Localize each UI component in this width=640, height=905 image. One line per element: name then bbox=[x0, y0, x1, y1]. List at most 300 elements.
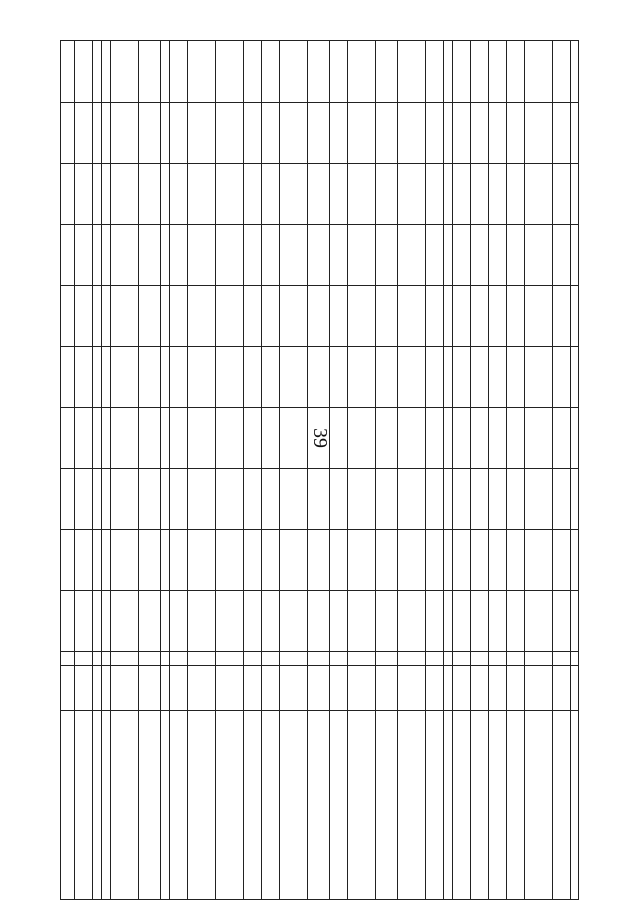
row-value-cell bbox=[453, 41, 470, 102]
row-value-cell bbox=[330, 407, 347, 468]
row-value-cell bbox=[244, 590, 261, 651]
table-row bbox=[524, 40, 552, 900]
row-kind-cell bbox=[216, 651, 243, 665]
row-value-cell bbox=[398, 285, 425, 346]
row-value-cell bbox=[139, 41, 160, 102]
row-value-cell bbox=[471, 163, 488, 224]
table-row bbox=[470, 40, 488, 900]
row-name-cell bbox=[262, 710, 279, 899]
row-name-cell bbox=[93, 710, 101, 899]
row-name-cell bbox=[161, 710, 169, 899]
row-value-cell bbox=[170, 468, 187, 529]
row-value-cell bbox=[161, 346, 169, 407]
row-kind-cell bbox=[139, 651, 160, 665]
row-value-cell bbox=[102, 529, 110, 590]
row-value-cell bbox=[507, 102, 524, 163]
row-value-cell bbox=[308, 529, 329, 590]
row-value-cell bbox=[453, 407, 470, 468]
row-value-cell bbox=[262, 407, 279, 468]
row-value-cell bbox=[170, 529, 187, 590]
row-value-cell bbox=[398, 468, 425, 529]
row-value-cell bbox=[525, 41, 552, 102]
row-value-cell bbox=[102, 102, 110, 163]
row-value-cell bbox=[280, 163, 307, 224]
row-name-cell bbox=[139, 710, 160, 899]
row-value-cell bbox=[262, 163, 279, 224]
row-name-cell bbox=[111, 710, 138, 899]
row-code-cell bbox=[216, 665, 243, 710]
row-value-cell bbox=[170, 102, 187, 163]
row-value-cell bbox=[308, 590, 329, 651]
row-value-cell bbox=[139, 590, 160, 651]
row-value-cell bbox=[489, 346, 506, 407]
row-value-cell bbox=[61, 529, 74, 590]
row-value-cell bbox=[426, 407, 443, 468]
row-value-cell bbox=[139, 102, 160, 163]
row-value-cell bbox=[553, 285, 570, 346]
row-value-cell bbox=[188, 468, 215, 529]
row-value-cell bbox=[139, 224, 160, 285]
row-value-cell bbox=[471, 468, 488, 529]
table-row bbox=[552, 40, 570, 900]
row-code-cell bbox=[453, 665, 470, 710]
row-value-cell bbox=[161, 224, 169, 285]
row-code-cell bbox=[571, 665, 578, 710]
row-kind-cell bbox=[188, 651, 215, 665]
row-value-cell bbox=[308, 102, 329, 163]
row-value-cell bbox=[102, 41, 110, 102]
row-value-cell bbox=[75, 590, 92, 651]
row-value-cell bbox=[262, 468, 279, 529]
table-row bbox=[307, 40, 329, 900]
row-value-cell bbox=[111, 468, 138, 529]
row-value-cell bbox=[507, 468, 524, 529]
row-value-cell bbox=[376, 285, 397, 346]
row-value-cell bbox=[489, 407, 506, 468]
row-value-cell bbox=[93, 590, 101, 651]
row-value-cell bbox=[471, 590, 488, 651]
row-code-cell bbox=[426, 665, 443, 710]
row-value-cell bbox=[330, 468, 347, 529]
row-value-cell bbox=[111, 590, 138, 651]
row-value-cell bbox=[170, 590, 187, 651]
row-value-cell bbox=[75, 407, 92, 468]
row-value-cell bbox=[244, 224, 261, 285]
row-value-cell bbox=[571, 468, 578, 529]
row-value-cell bbox=[553, 346, 570, 407]
row-value-cell bbox=[61, 41, 74, 102]
row-value-cell bbox=[280, 102, 307, 163]
row-value-cell bbox=[262, 224, 279, 285]
row-value-cell bbox=[61, 590, 74, 651]
row-value-cell bbox=[426, 346, 443, 407]
row-value-cell bbox=[308, 224, 329, 285]
row-value-cell bbox=[398, 346, 425, 407]
table-row bbox=[375, 40, 397, 900]
table-row bbox=[110, 40, 138, 900]
table-row bbox=[243, 40, 261, 900]
row-kind-cell bbox=[571, 651, 578, 665]
row-value-cell bbox=[525, 163, 552, 224]
row-value-cell bbox=[553, 163, 570, 224]
row-value-cell bbox=[262, 346, 279, 407]
table-row bbox=[329, 40, 347, 900]
row-value-cell bbox=[93, 285, 101, 346]
table-row bbox=[452, 40, 470, 900]
row-value-cell bbox=[102, 285, 110, 346]
row-name-cell bbox=[280, 710, 307, 899]
row-value-cell bbox=[489, 285, 506, 346]
row-value-cell bbox=[376, 102, 397, 163]
row-name-cell bbox=[525, 710, 552, 899]
row-value-cell bbox=[188, 102, 215, 163]
row-value-cell bbox=[170, 224, 187, 285]
table-row bbox=[506, 40, 524, 900]
row-value-cell bbox=[330, 102, 347, 163]
row-value-cell bbox=[489, 224, 506, 285]
row-value-cell bbox=[308, 468, 329, 529]
row-code-cell bbox=[489, 665, 506, 710]
row-name-cell bbox=[553, 710, 570, 899]
row-value-cell bbox=[280, 468, 307, 529]
row-value-cell bbox=[525, 346, 552, 407]
row-value-cell bbox=[93, 407, 101, 468]
row-value-cell bbox=[111, 41, 138, 102]
row-value-cell bbox=[471, 285, 488, 346]
row-value-cell bbox=[280, 590, 307, 651]
row-value-cell bbox=[244, 407, 261, 468]
row-name-cell bbox=[330, 710, 347, 899]
row-value-cell bbox=[489, 41, 506, 102]
row-kind-cell bbox=[525, 651, 552, 665]
row-value-cell bbox=[330, 346, 347, 407]
row-value-cell bbox=[111, 407, 138, 468]
row-value-cell bbox=[507, 407, 524, 468]
row-value-cell bbox=[426, 41, 443, 102]
row-value-cell bbox=[262, 529, 279, 590]
row-value-cell bbox=[61, 102, 74, 163]
row-value-cell bbox=[507, 346, 524, 407]
row-value-cell bbox=[376, 346, 397, 407]
row-value-cell bbox=[61, 407, 74, 468]
row-value-cell bbox=[161, 163, 169, 224]
table-row bbox=[60, 40, 74, 900]
row-value-cell bbox=[525, 102, 552, 163]
row-value-cell bbox=[453, 468, 470, 529]
row-name-cell bbox=[61, 710, 74, 899]
row-value-cell bbox=[93, 163, 101, 224]
row-kind-cell bbox=[507, 651, 524, 665]
row-code-cell bbox=[471, 665, 488, 710]
row-value-cell bbox=[525, 285, 552, 346]
row-value-cell bbox=[75, 468, 92, 529]
row-value-cell bbox=[426, 529, 443, 590]
row-value-cell bbox=[525, 590, 552, 651]
row-value-cell bbox=[553, 529, 570, 590]
row-code-cell bbox=[308, 665, 329, 710]
row-value-cell bbox=[188, 224, 215, 285]
row-value-cell bbox=[426, 285, 443, 346]
row-name-cell bbox=[398, 710, 425, 899]
row-value-cell bbox=[216, 163, 243, 224]
row-code-cell bbox=[553, 665, 570, 710]
row-value-cell bbox=[188, 590, 215, 651]
row-value-cell bbox=[525, 224, 552, 285]
table-row bbox=[425, 40, 443, 900]
row-value-cell bbox=[308, 407, 329, 468]
row-value-cell bbox=[376, 224, 397, 285]
row-name-cell bbox=[376, 710, 397, 899]
row-code-cell bbox=[330, 665, 347, 710]
row-value-cell bbox=[553, 41, 570, 102]
row-value-cell bbox=[444, 102, 452, 163]
row-value-cell bbox=[93, 102, 101, 163]
row-kind-cell bbox=[262, 651, 279, 665]
row-value-cell bbox=[280, 285, 307, 346]
table-row bbox=[570, 40, 579, 900]
row-value-cell bbox=[102, 590, 110, 651]
row-value-cell bbox=[525, 407, 552, 468]
row-value-cell bbox=[139, 163, 160, 224]
row-code-cell bbox=[444, 665, 452, 710]
row-code-cell bbox=[280, 665, 307, 710]
row-value-cell bbox=[216, 529, 243, 590]
row-value-cell bbox=[507, 163, 524, 224]
row-code-cell bbox=[61, 665, 74, 710]
row-code-cell bbox=[188, 665, 215, 710]
row-kind-cell bbox=[75, 651, 92, 665]
row-code-cell bbox=[262, 665, 279, 710]
row-value-cell bbox=[139, 529, 160, 590]
row-value-cell bbox=[507, 590, 524, 651]
row-value-cell bbox=[111, 163, 138, 224]
row-value-cell bbox=[262, 590, 279, 651]
row-value-cell bbox=[216, 41, 243, 102]
row-value-cell bbox=[188, 41, 215, 102]
row-value-cell bbox=[111, 102, 138, 163]
row-value-cell bbox=[75, 224, 92, 285]
row-code-cell bbox=[93, 665, 101, 710]
table-row bbox=[169, 40, 187, 900]
row-value-cell bbox=[170, 41, 187, 102]
row-value-cell bbox=[489, 468, 506, 529]
row-value-cell bbox=[571, 102, 578, 163]
row-code-cell bbox=[111, 665, 138, 710]
row-value-cell bbox=[139, 468, 160, 529]
row-value-cell bbox=[102, 407, 110, 468]
row-name-cell bbox=[571, 710, 578, 899]
table-row bbox=[347, 40, 375, 900]
row-name-cell bbox=[453, 710, 470, 899]
row-value-cell bbox=[426, 163, 443, 224]
row-value-cell bbox=[444, 285, 452, 346]
row-value-cell bbox=[571, 224, 578, 285]
row-value-cell bbox=[376, 41, 397, 102]
row-value-cell bbox=[348, 407, 375, 468]
row-value-cell bbox=[330, 590, 347, 651]
row-value-cell bbox=[398, 224, 425, 285]
row-kind-cell bbox=[161, 651, 169, 665]
row-value-cell bbox=[444, 407, 452, 468]
table-row bbox=[138, 40, 160, 900]
row-value-cell bbox=[161, 529, 169, 590]
row-value-cell bbox=[348, 468, 375, 529]
row-value-cell bbox=[453, 285, 470, 346]
row-kind-cell bbox=[244, 651, 261, 665]
row-value-cell bbox=[75, 346, 92, 407]
row-value-cell bbox=[376, 529, 397, 590]
row-value-cell bbox=[471, 529, 488, 590]
table-row bbox=[160, 40, 169, 900]
row-value-cell bbox=[571, 163, 578, 224]
row-value-cell bbox=[161, 41, 169, 102]
row-kind-cell bbox=[330, 651, 347, 665]
table-row bbox=[215, 40, 243, 900]
row-name-cell bbox=[188, 710, 215, 899]
page-number: 39 bbox=[309, 428, 331, 448]
row-name-cell bbox=[216, 710, 243, 899]
row-value-cell bbox=[348, 41, 375, 102]
row-value-cell bbox=[75, 41, 92, 102]
row-value-cell bbox=[308, 41, 329, 102]
table-row bbox=[187, 40, 215, 900]
row-value-cell bbox=[444, 468, 452, 529]
row-code-cell bbox=[507, 665, 524, 710]
row-value-cell bbox=[398, 41, 425, 102]
row-value-cell bbox=[188, 163, 215, 224]
row-name-cell bbox=[75, 710, 92, 899]
row-code-cell bbox=[398, 665, 425, 710]
row-value-cell bbox=[75, 163, 92, 224]
row-value-cell bbox=[244, 468, 261, 529]
row-value-cell bbox=[308, 163, 329, 224]
row-value-cell bbox=[507, 529, 524, 590]
table-row bbox=[397, 40, 425, 900]
row-value-cell bbox=[426, 224, 443, 285]
row-code-cell bbox=[244, 665, 261, 710]
row-value-cell bbox=[444, 41, 452, 102]
row-kind-cell bbox=[102, 651, 110, 665]
row-value-cell bbox=[330, 163, 347, 224]
row-value-cell bbox=[453, 590, 470, 651]
row-code-cell bbox=[139, 665, 160, 710]
row-kind-cell bbox=[398, 651, 425, 665]
row-value-cell bbox=[471, 224, 488, 285]
row-value-cell bbox=[188, 346, 215, 407]
row-name-cell bbox=[348, 710, 375, 899]
row-value-cell bbox=[170, 346, 187, 407]
row-value-cell bbox=[444, 346, 452, 407]
row-kind-cell bbox=[308, 651, 329, 665]
row-kind-cell bbox=[376, 651, 397, 665]
row-name-cell bbox=[471, 710, 488, 899]
row-value-cell bbox=[139, 407, 160, 468]
row-value-cell bbox=[376, 590, 397, 651]
row-value-cell bbox=[330, 41, 347, 102]
row-value-cell bbox=[61, 285, 74, 346]
row-kind-cell bbox=[489, 651, 506, 665]
row-value-cell bbox=[426, 468, 443, 529]
row-value-cell bbox=[93, 41, 101, 102]
row-value-cell bbox=[553, 590, 570, 651]
row-value-cell bbox=[348, 224, 375, 285]
row-value-cell bbox=[308, 285, 329, 346]
row-value-cell bbox=[525, 529, 552, 590]
row-value-cell bbox=[170, 285, 187, 346]
row-value-cell bbox=[571, 590, 578, 651]
row-value-cell bbox=[216, 468, 243, 529]
row-value-cell bbox=[244, 41, 261, 102]
row-value-cell bbox=[376, 468, 397, 529]
row-value-cell bbox=[111, 224, 138, 285]
row-value-cell bbox=[453, 224, 470, 285]
row-kind-cell bbox=[170, 651, 187, 665]
table-row bbox=[74, 40, 92, 900]
row-value-cell bbox=[93, 346, 101, 407]
row-value-cell bbox=[489, 529, 506, 590]
row-value-cell bbox=[161, 590, 169, 651]
row-value-cell bbox=[170, 407, 187, 468]
row-value-cell bbox=[244, 346, 261, 407]
row-value-cell bbox=[262, 41, 279, 102]
row-value-cell bbox=[216, 102, 243, 163]
row-value-cell bbox=[507, 285, 524, 346]
row-value-cell bbox=[525, 468, 552, 529]
row-code-cell bbox=[170, 665, 187, 710]
row-value-cell bbox=[102, 346, 110, 407]
row-value-cell bbox=[244, 529, 261, 590]
row-value-cell bbox=[111, 346, 138, 407]
row-code-cell bbox=[75, 665, 92, 710]
table-row bbox=[92, 40, 101, 900]
row-value-cell bbox=[489, 102, 506, 163]
row-value-cell bbox=[571, 41, 578, 102]
row-value-cell bbox=[161, 285, 169, 346]
row-value-cell bbox=[161, 407, 169, 468]
row-value-cell bbox=[75, 285, 92, 346]
row-value-cell bbox=[308, 346, 329, 407]
row-code-cell bbox=[102, 665, 110, 710]
row-value-cell bbox=[471, 346, 488, 407]
row-name-cell bbox=[244, 710, 261, 899]
row-value-cell bbox=[75, 529, 92, 590]
row-value-cell bbox=[61, 224, 74, 285]
table-row bbox=[488, 40, 506, 900]
row-kind-cell bbox=[111, 651, 138, 665]
row-value-cell bbox=[571, 407, 578, 468]
row-name-cell bbox=[426, 710, 443, 899]
row-kind-cell bbox=[93, 651, 101, 665]
row-kind-cell bbox=[453, 651, 470, 665]
row-value-cell bbox=[280, 224, 307, 285]
row-value-cell bbox=[161, 102, 169, 163]
row-value-cell bbox=[75, 102, 92, 163]
row-value-cell bbox=[444, 224, 452, 285]
row-value-cell bbox=[471, 102, 488, 163]
budget-table bbox=[60, 40, 579, 900]
row-value-cell bbox=[453, 102, 470, 163]
row-code-cell bbox=[376, 665, 397, 710]
row-code-cell bbox=[348, 665, 375, 710]
row-value-cell bbox=[280, 407, 307, 468]
row-value-cell bbox=[244, 285, 261, 346]
row-value-cell bbox=[398, 102, 425, 163]
row-value-cell bbox=[280, 529, 307, 590]
row-value-cell bbox=[188, 285, 215, 346]
row-value-cell bbox=[571, 529, 578, 590]
row-value-cell bbox=[244, 102, 261, 163]
row-value-cell bbox=[453, 529, 470, 590]
